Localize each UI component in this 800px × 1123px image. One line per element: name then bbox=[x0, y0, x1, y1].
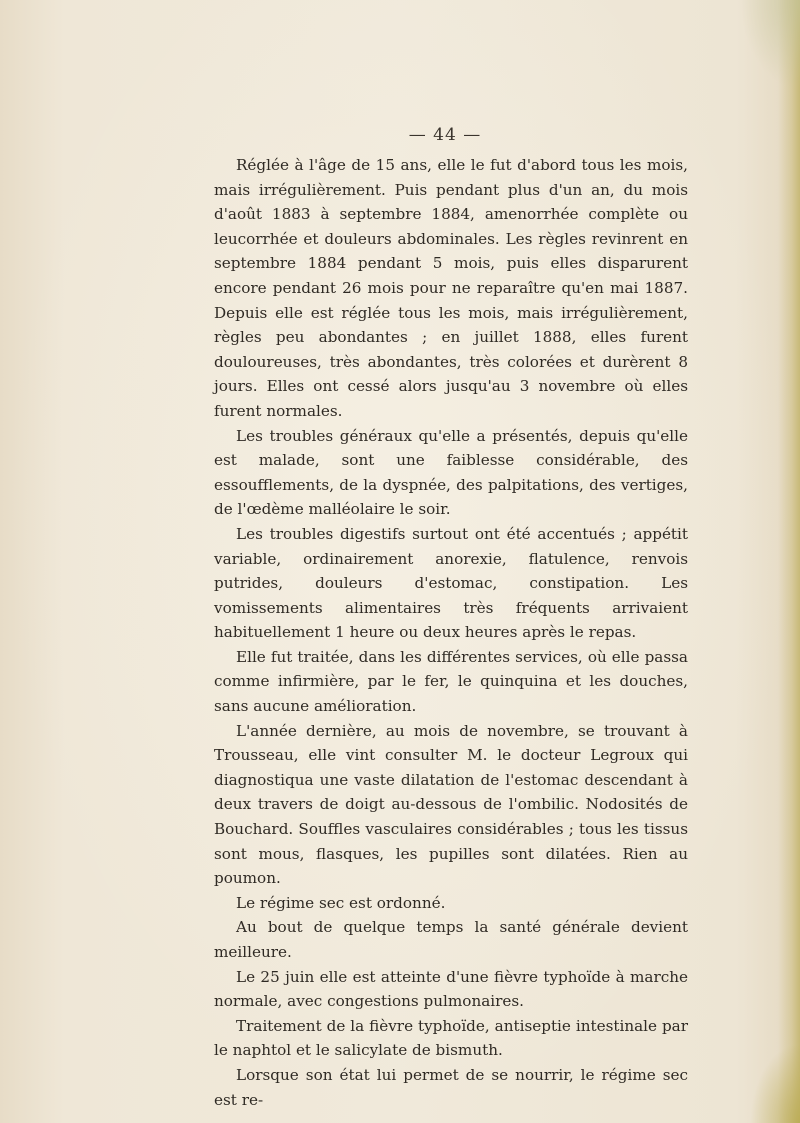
paragraph-dry-diet-resumed: Lorsque son état lui permet de se nourrir, le régime sec est re- bbox=[214, 1065, 688, 1109]
paragraph-general-troubles: Les troubles généraux qu'elle a présentés, depuis qu'elle est malade, sont une faiblesse considérable, des essoufflements, de la dyspnée, des palpitations, des vertiges, de l'œdème malléolaire le soir. bbox=[214, 426, 688, 519]
paragraph-menstruation: Réglée à l'âge de 15 ans, elle le fut d'abord tous les mois, mais irrégulièrement. Puis pendant plus d'un an, du mois d'août 1883 à septembre 1884, amenorrhée complète ou leucorrhée et douleurs abdominales. Les règles revinrent en septembre 1884 pendant 5 mois, puis elles disparurent encore pendant 26 mois pour ne reparaître qu'en mai 1887. Depuis elle est réglée tous les mois, mais irrégulièrement, règles peu abondantes ; en juillet 1888, elles furent douloureuses, très abondantes, très colorées et durèrent 8 jours. Elles ont cessé alors jusqu'au 3 novembre où elles furent normales. bbox=[214, 156, 688, 420]
body-text bbox=[214, 153, 688, 1112]
paragraph-digestive-troubles: Les troubles digestifs surtout ont été accentués ; appétit variable, ordinairement anorexie, flatulence, renvois putrides, douleurs d'estomac, constipation. Les vomissements alimentaires très fréquents arrivaient habituellement 1 heure ou deux heures après le repas. bbox=[214, 524, 688, 642]
page-corner-stain-top bbox=[740, 0, 800, 90]
paragraph-typhoid: Le 25 juin elle est atteinte d'une fièvre typhoïde à marche normale, avec congestions pulmonaires. bbox=[214, 967, 688, 1011]
page-edge-shading bbox=[778, 0, 800, 1123]
page-corner-stain-bottom bbox=[750, 1043, 800, 1123]
paragraph-typhoid-treatment: Traitement de la fièvre typhoïde, antiseptie intestinale par le naphtol et le salicylate de bismuth. bbox=[214, 1016, 688, 1060]
page-number: — 44 — bbox=[408, 125, 482, 145]
paragraph-consultation: L'année dernière, au mois de novembre, se trouvant à Trousseau, elle vint consulter M. le docteur Legroux qui diagnostiqua une vaste dilatation de l'estomac descendant à deux travers de doigt au-dessous de l'ombilic. Nodosités de Bouchard. Souffles vasculaires considérables ; tous les tissus sont mous, flasques, les pupilles sont dilatées. Rien au poumon. bbox=[214, 721, 688, 888]
paragraph-dry-diet: Le régime sec est ordonné. bbox=[236, 893, 446, 912]
paragraph-treatment-history: Elle fut traitée, dans les différentes services, où elle passa comme infirmière, par le fer, le quinquina et les douches, sans aucune amélioration. bbox=[214, 647, 688, 716]
paragraph-improvement: Au bout de quelque temps la santé générale devient meilleure. bbox=[214, 918, 688, 961]
